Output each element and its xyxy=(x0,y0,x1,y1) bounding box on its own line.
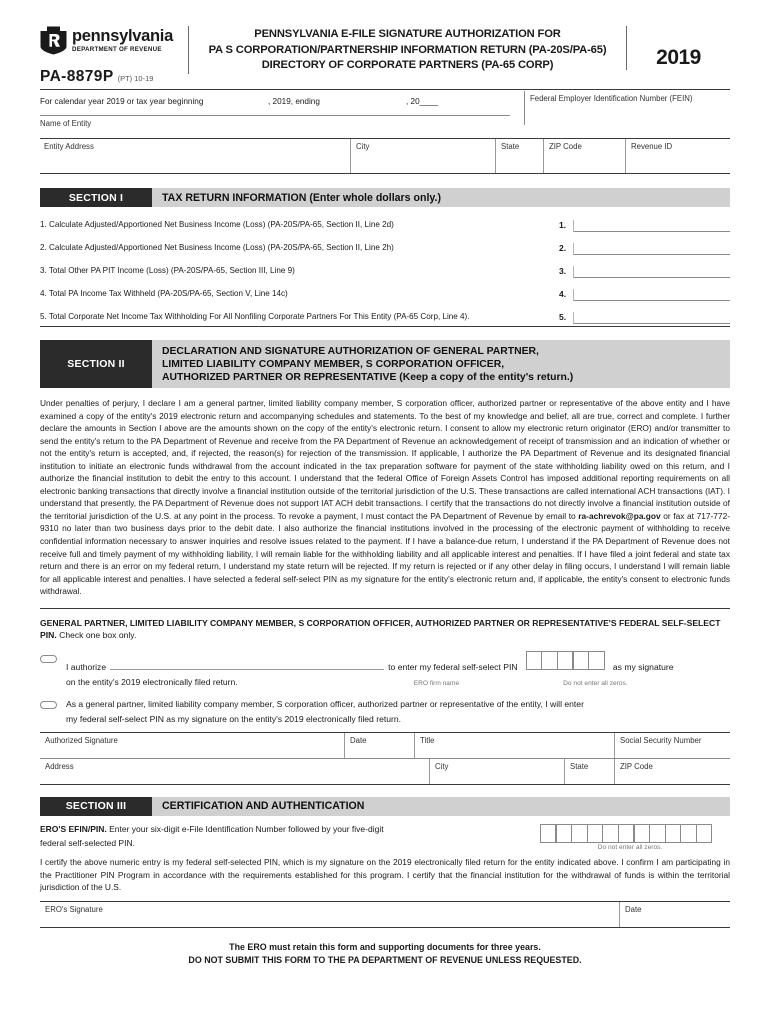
ero-signature-row xyxy=(40,902,730,928)
ero-efin-instruction xyxy=(40,822,540,851)
calendar-year-label: For calendar year 2019 or tax year beginning xyxy=(40,97,204,106)
entity-zip-label: ZIP Code xyxy=(549,142,582,151)
signer-zip-field[interactable] xyxy=(615,759,730,784)
efin-cell[interactable] xyxy=(556,824,572,843)
pin-cell[interactable] xyxy=(541,651,558,670)
pin-heading-instruction: Check one box only. xyxy=(56,630,137,641)
line-3-number: 3. xyxy=(556,266,574,278)
section-3-label: SECTION III xyxy=(40,797,152,816)
pin-zeros-note: Do not enter all zeros. xyxy=(563,679,628,687)
ero-signature-label: ERO's Signature xyxy=(45,904,103,914)
ero-signature-date-field[interactable] xyxy=(620,902,730,927)
pin-option-1-subline xyxy=(66,675,730,691)
ero-efin-pin-block xyxy=(40,822,730,851)
form-title-line-3: DIRECTORY OF CORPORATE PARTNERS (PA-65 CORP) xyxy=(261,59,554,71)
section-2-label: SECTION II xyxy=(40,340,152,388)
form-header xyxy=(40,0,730,86)
ero-pin-cell[interactable] xyxy=(680,824,696,843)
signature-row xyxy=(40,733,730,759)
line-2-text: 2. Calculate Adjusted/Apportioned Net Business Income (Loss) (PA-20S/PA-65, Section II, Line 2h) xyxy=(40,243,394,252)
entity-state-label: State xyxy=(501,142,520,151)
agency-wordmark xyxy=(72,28,173,53)
pin-option-2[interactable] xyxy=(40,697,730,727)
entity-address-table xyxy=(40,139,730,173)
entity-city-label: City xyxy=(356,142,370,151)
efin-cell[interactable] xyxy=(571,824,587,843)
section-2-title xyxy=(152,340,730,388)
line-2-number: 2. xyxy=(556,243,574,255)
form-title-block xyxy=(188,26,626,74)
option-1-middle: to enter my federal self-select PIN xyxy=(388,661,518,672)
section-1-line-row xyxy=(40,278,730,301)
form-number: PA-8879P xyxy=(40,68,114,85)
efin-pin-boxes[interactable] xyxy=(540,824,730,843)
line-5-number: 5. xyxy=(556,312,574,324)
efin-zeros-note: Do not enter all zeros. xyxy=(597,843,663,851)
pin-option-1-authorize-line xyxy=(66,651,730,675)
line-5-text: 5. Total Corporate Net Income Tax Withholding For All Nonfiling Corporate Partners For This Entity (PA-65 Corp, Line 4). xyxy=(40,312,470,321)
form-title-line-2: PA S CORPORATION/PARTNERSHIP INFORMATION RETURN (PA-20S/PA-65) xyxy=(208,43,607,56)
signature-date-label: Date xyxy=(350,735,367,745)
declaration-bottom-rule xyxy=(40,608,730,609)
ero-efin-instruction-line-1 xyxy=(40,822,540,836)
agency-logo xyxy=(40,26,180,55)
signer-address-row xyxy=(40,759,730,785)
option-1-prefix: I authorize xyxy=(66,661,107,672)
entity-revenue-id-label: Revenue ID xyxy=(631,142,673,151)
pin-option-1[interactable] xyxy=(40,651,730,691)
footer-retention-notice: The ERO must retain this form and supporting documents for three years. xyxy=(229,941,541,952)
self-select-pin-heading xyxy=(40,617,730,642)
signer-city-field[interactable] xyxy=(430,759,565,784)
section-1-title: TAX RETURN INFORMATION (Enter whole dollars only.) xyxy=(152,188,730,207)
fein-label: Federal Employer Identification Number (FEIN) xyxy=(530,94,693,103)
line-1-text: 1. Calculate Adjusted/Apportioned Net Business Income (Loss) (PA-20S/PA-65, Section II, Line 2d) xyxy=(40,220,394,229)
agency-department: DEPARTMENT OF REVENUE xyxy=(72,45,162,53)
tax-year: 2019 xyxy=(656,46,701,69)
line-2-input[interactable] xyxy=(574,232,730,255)
efin-cell[interactable] xyxy=(587,824,603,843)
line-4-input[interactable] xyxy=(574,278,730,301)
signer-state-field[interactable] xyxy=(565,759,615,784)
ero-pin-cell[interactable] xyxy=(649,824,665,843)
section-2-title-line-2: LIMITED LIABILITY COMPANY MEMBER, S CORPORATION OFFICER, xyxy=(162,359,505,371)
section-3-title: CERTIFICATION AND AUTHENTICATION xyxy=(152,797,730,816)
entity-identification-block xyxy=(40,95,730,174)
line-3-text: 3. Total Other PA PIT Income (Loss) (PA-20S/PA-65, Section III, Line 9) xyxy=(40,266,295,275)
ero-firm-name-input[interactable] xyxy=(110,660,384,670)
declaration-text-part-1: Under penalties of perjury, I declare I am a general partner, limited liability company member, S corporation officer, authorized partner or representative of the above entity and I have examined a copy of the entity's 2019 electronic return and accompanying schedules and statements. To the best of my knowledge and belief, all are true, correct and complete. I further declare the amounts in Section I above are the amounts shown on the copy of the entity's electronic return. I consent to allow my electronic return originator (ERO) and/or transmitter to send the entity's return to the PA Department of Revenue and receive from the PA Department of Revenue an acknowledgement of receipt of transmission and an indication of whether or not the entity's return is accepted, and, if rejected, the reason(s) for rejection of the transmission. If applicable, I authorize the PA Department of Revenue and its designated financial institution to initiate an electronic funds withdrawal from the account indicated in the tax preparation software for payment of the state withholding liability owed on this return, and I authorize the financial institution to debit the entry to this account. I understand that the federal Office of Foreign Assets Control has imposed additional reporting requirements on all electronic banking transactions that directly involve a financial institution outside of the territorial jurisdiction of the U.S. These transactions are called international ACH transactions (IAT). I understand that presently, the PA Department of Revenue does not support IAT ACH debit transactions. I certify that the transactions do not directly involve a financial institution outside of the territorial jurisdiction of the U.S. at any point in the process. To revoke a payment, I must contact the PA Department of Revenue by email to xyxy=(40,398,730,521)
agency-name: pennsylvania xyxy=(72,27,173,46)
footer-do-not-submit-notice: DO NOT SUBMIT THIS FORM TO THE PA DEPARTMENT OF REVENUE UNLESS REQUESTED. xyxy=(188,955,582,966)
pin-heading-bold-text: GENERAL PARTNER, LIMITED LIABILITY COMPANY MEMBER, S CORPORATION OFFICER, AUTHORIZED PARTNER OR REPRESENTATIVE'S FEDERAL SELF-SELECT PIN. xyxy=(40,617,721,641)
pin-cell[interactable] xyxy=(573,651,590,670)
pin-option-2-checkbox[interactable] xyxy=(40,701,57,709)
signer-ssn-field[interactable] xyxy=(615,733,730,758)
section-2-title-line-1: DECLARATION AND SIGNATURE AUTHORIZATION OF GENERAL PARTNER, xyxy=(162,346,539,357)
ero-pin-cell[interactable] xyxy=(634,824,650,843)
authorized-signature-label: Authorized Signature xyxy=(45,735,118,745)
section-2-bar xyxy=(40,340,730,388)
pin-cell[interactable] xyxy=(526,651,543,670)
declaration-text-part-2: or fax at 717-772-9310 no later than two business days prior to the debit date. I also authorize the financial institutions involved in the processing of the electronic payment of withholding to receive confidential information necessary to answer inquiries and resolve issues related to the payment. If I have a balance-due return, I understand if the PA Department of Revenue does not receive full and timely payment of my withholding liability, I will remain liable for the withholding liability and all applicable interest and penalties. If I have filed a joint federal and state tax return and there is an error on my federal return, I understand my state return will be rejected. If my return is rejected or if any other delay in filing occurs, I understand I will remain liable for all applicable interest and penalties. I have selected a federal self-select PIN as my signature for the entity's electronic return and, if applicable, the entity's consent to electronic funds withdrawal. xyxy=(40,510,730,597)
section-1-bar xyxy=(40,188,730,207)
ero-firm-name-hint: ERO firm name xyxy=(413,679,460,687)
line-4-text: 4. Total PA Income Tax Withheld (PA-20S/PA-65, Section V, Line 14c) xyxy=(40,289,288,298)
entity-state-field[interactable] xyxy=(496,139,544,173)
pin-option-1-body xyxy=(66,651,730,691)
calendar-year-end-label: , 20____ xyxy=(406,97,438,106)
option-1-suffix: as my signature xyxy=(612,661,674,672)
section-1-line-row xyxy=(40,301,730,324)
option-1-subtext: on the entity's 2019 electronically filed return. xyxy=(66,676,238,687)
signer-title-label: Title xyxy=(420,735,435,745)
line-4-number: 4. xyxy=(556,289,574,301)
section-1-line-row xyxy=(40,209,730,232)
fein-field[interactable] xyxy=(524,91,730,125)
efin-cell[interactable] xyxy=(618,824,634,843)
keystone-logo-icon xyxy=(40,26,67,55)
ero-pin-cell[interactable] xyxy=(696,824,712,843)
option-2-line-2: my federal self-select PIN as my signature on the entity's 2019 electronically filed return. xyxy=(66,713,402,724)
signer-city-label: City xyxy=(435,761,449,771)
pin-cell[interactable] xyxy=(557,651,574,670)
ero-signature-date-label: Date xyxy=(625,904,642,914)
section-1-line-row xyxy=(40,232,730,255)
line-3-input[interactable] xyxy=(574,255,730,278)
option-2-line-1: As a general partner, limited liability company member, S corporation officer, authorized partner or representative of the entity, I will enter xyxy=(66,698,584,709)
signer-title-field[interactable] xyxy=(415,733,615,758)
entity-name-label: Name of Entity xyxy=(40,119,92,128)
ero-certification-paragraph: I certify the above numeric entry is my federal self-selected PIN, which is my signature on the 2019 electronically filed return for the entity indicated above. I confirm I am participating in the Practitioner PIN Program in accordance with the requirements established for this program. I certify that the financial institution for the withdrawal of funds is within the territorial jurisdiction of the U.S. xyxy=(40,856,730,893)
entity-block-bottom-rule xyxy=(40,173,730,174)
form-footer xyxy=(40,941,730,968)
signer-address-field[interactable] xyxy=(40,759,430,784)
ero-pin-cell[interactable] xyxy=(665,824,681,843)
line-1-number: 1. xyxy=(556,220,574,232)
section-2-title-line-3: AUTHORIZED PARTNER OR REPRESENTATIVE (Keep a copy of the entity's return.) xyxy=(162,372,574,384)
signer-state-label: State xyxy=(570,761,589,771)
revoke-email-address: ra-achrevok@pa.gov xyxy=(578,510,661,521)
ero-efin-instruction-line-2: federal self-selected PIN. xyxy=(40,837,135,848)
header-divider xyxy=(40,89,730,90)
form-number-block xyxy=(40,68,180,86)
entity-address-field[interactable] xyxy=(40,139,351,173)
ero-signature-field[interactable] xyxy=(40,902,620,927)
section-3-bar xyxy=(40,797,730,816)
ero-efin-bold-label: ERO'S EFIN/PIN. xyxy=(40,823,107,834)
pin-cell[interactable] xyxy=(588,651,605,670)
line-1-input[interactable] xyxy=(574,209,730,232)
tax-year-block xyxy=(626,26,730,70)
ero-signature-table xyxy=(40,901,730,928)
signer-zip-label: ZIP Code xyxy=(620,761,653,771)
form-revision: (PT) 10-19 xyxy=(117,74,154,83)
self-select-pin-boxes[interactable] xyxy=(526,651,605,670)
declaration-paragraph xyxy=(40,397,730,598)
efin-cell[interactable] xyxy=(540,824,556,843)
header-left-branding xyxy=(40,26,188,86)
authorized-signature-table xyxy=(40,732,730,785)
pin-option-2-body xyxy=(66,697,730,727)
entity-city-field[interactable] xyxy=(351,139,496,173)
calendar-year-mid-label: , 2019, ending xyxy=(268,97,320,106)
pin-option-1-checkbox[interactable] xyxy=(40,655,57,663)
signature-date-field[interactable] xyxy=(345,733,415,758)
form-title-line-1: PENNSYLVANIA E-FILE SIGNATURE AUTHORIZATION FOR xyxy=(254,28,561,40)
entity-address-label: Entity Address xyxy=(44,142,94,151)
authorized-signature-field[interactable] xyxy=(40,733,345,758)
efin-cell[interactable] xyxy=(602,824,618,843)
section-1-lines xyxy=(40,209,730,324)
section-1-line-row xyxy=(40,255,730,278)
signer-ssn-label: Social Security Number xyxy=(620,735,702,745)
ero-efin-pin-entry xyxy=(540,822,730,851)
entity-revenue-id-field[interactable] xyxy=(626,139,730,173)
ero-efin-instruction-text: Enter your six-digit e-File Identification Number followed by your five-digit xyxy=(106,823,384,834)
entity-zip-field[interactable] xyxy=(544,139,626,173)
section-1-label: SECTION I xyxy=(40,188,152,207)
signer-address-label: Address xyxy=(45,761,74,771)
line-5-input[interactable] xyxy=(574,301,730,324)
